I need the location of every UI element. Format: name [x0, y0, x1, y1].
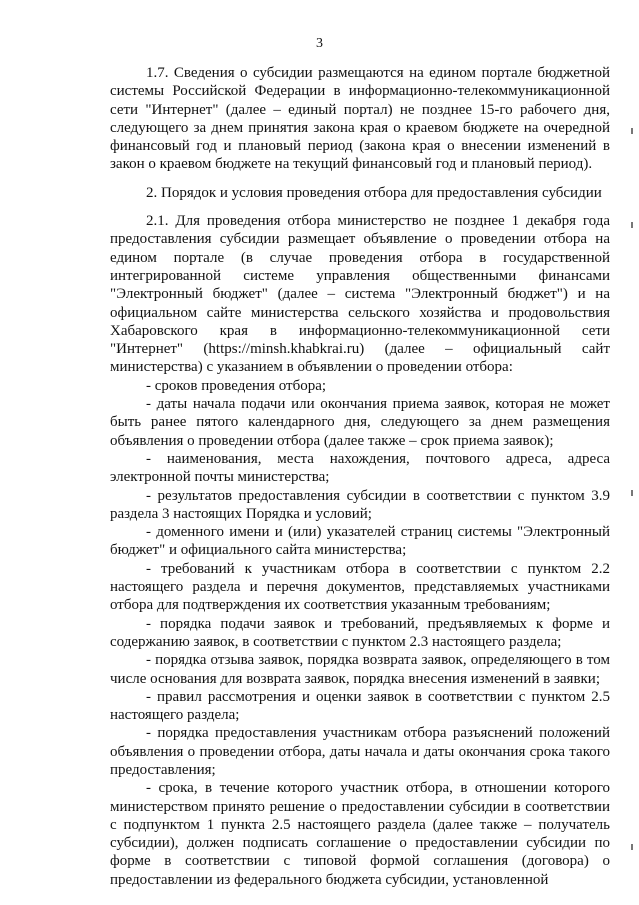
paragraph-2-1: 2.1. Для проведения отбора министерство не позднее 1 декабря года предоставления субсидии размещает объявление о проведении отбора на едином портале (в случае проведения отбора в государственной интегрированной системе управления общественными финансами "Электронный бюджет" (далее – система "Электронный бюджет") и на официальном сайте министерства сельского хозяйства и продовольствия Хабаровского края в информационно-телекоммуникационной сети "Интернет" (https://minsh.khabkrai.ru) (далее – официальный сайт министерства) с указанием в объявлении о проведении отбора:: [110, 213, 610, 376]
document-body: [110, 64, 610, 889]
list-item: - результатов предоставления субсидии в соответствии с пунктом 3.9 раздела 3 настоящих Порядка и условий;: [110, 487, 610, 522]
list-item: - даты начала подачи или окончания приема заявок, которая не может быть ранее пятого календарного дня, следующего за днем размещения объявления о проведении отбора (далее также – срок приема заявок);: [110, 396, 610, 449]
list-item: - порядка предоставления участникам отбора разъяснений положений объявления о проведении отбора, даты начала и даты окончания срока такого предоставления;: [110, 725, 610, 778]
scan-mark: [631, 222, 633, 228]
list-item: - требований к участникам отбора в соответствии с пунктом 2.2 настоящего раздела и перечня документов, представляемых участниками отбора для подтверждения их соответствия указанным требованиям;: [110, 560, 610, 614]
list-item: - доменного имени и (или) указателей страниц системы "Электронный бюджет" и официального сайта министерства;: [110, 524, 610, 559]
list-item: - наименования, места нахождения, почтового адреса, адреса электронной почты министерства;: [110, 450, 610, 486]
section-heading-2: 2. Порядок и условия проведения отбора для предоставления субсидии: [146, 184, 602, 201]
list-item: - срока, в течение которого участник отбора, в отношении которого министерством принято решение о предоставлении субсидии в соответствии с подпунктом 1 пункта 2.5 настоящего раздела (далее также – получатель субсидии), должен подписать соглашение о предоставлении субсидии по форме в соответствии с типовой формой соглашения (договора) о предоставлении из федерального бюджета субсидии, установленной: [110, 780, 610, 888]
paragraph-1-7: 1.7. Сведения о субсидии размещаются на едином портале бюджетной системы Российской Федерации в информационно-телекоммуникационной сети "Интернет" (далее – единый портал) не позднее 15-го рабочего дня, следующего за днем принятия закона края о краевом бюджете на очередной финансовый год и плановый период (закона края о внесении изменений в закон о краевом бюджете на текущий финансовый год и плановый период).: [110, 65, 610, 173]
scan-mark: [631, 128, 633, 134]
scan-mark: [631, 844, 633, 850]
page-number: 3: [316, 36, 323, 51]
list-item: - сроков проведения отбора;: [146, 377, 327, 394]
list-item: - порядка подачи заявок и требований, предъявляемых к форме и содержанию заявок, в соответствии с пунктом 2.3 настоящего раздела;: [110, 615, 610, 650]
list-item: - порядка отзыва заявок, порядка возврата заявок, определяющего в том числе основания для возврата заявок, порядка внесения изменений в заявки;: [110, 652, 610, 687]
scan-mark: [631, 490, 633, 496]
list-item: - правил рассмотрения и оценки заявок в соответствии с пунктом 2.5 настоящего раздела;: [110, 688, 610, 724]
